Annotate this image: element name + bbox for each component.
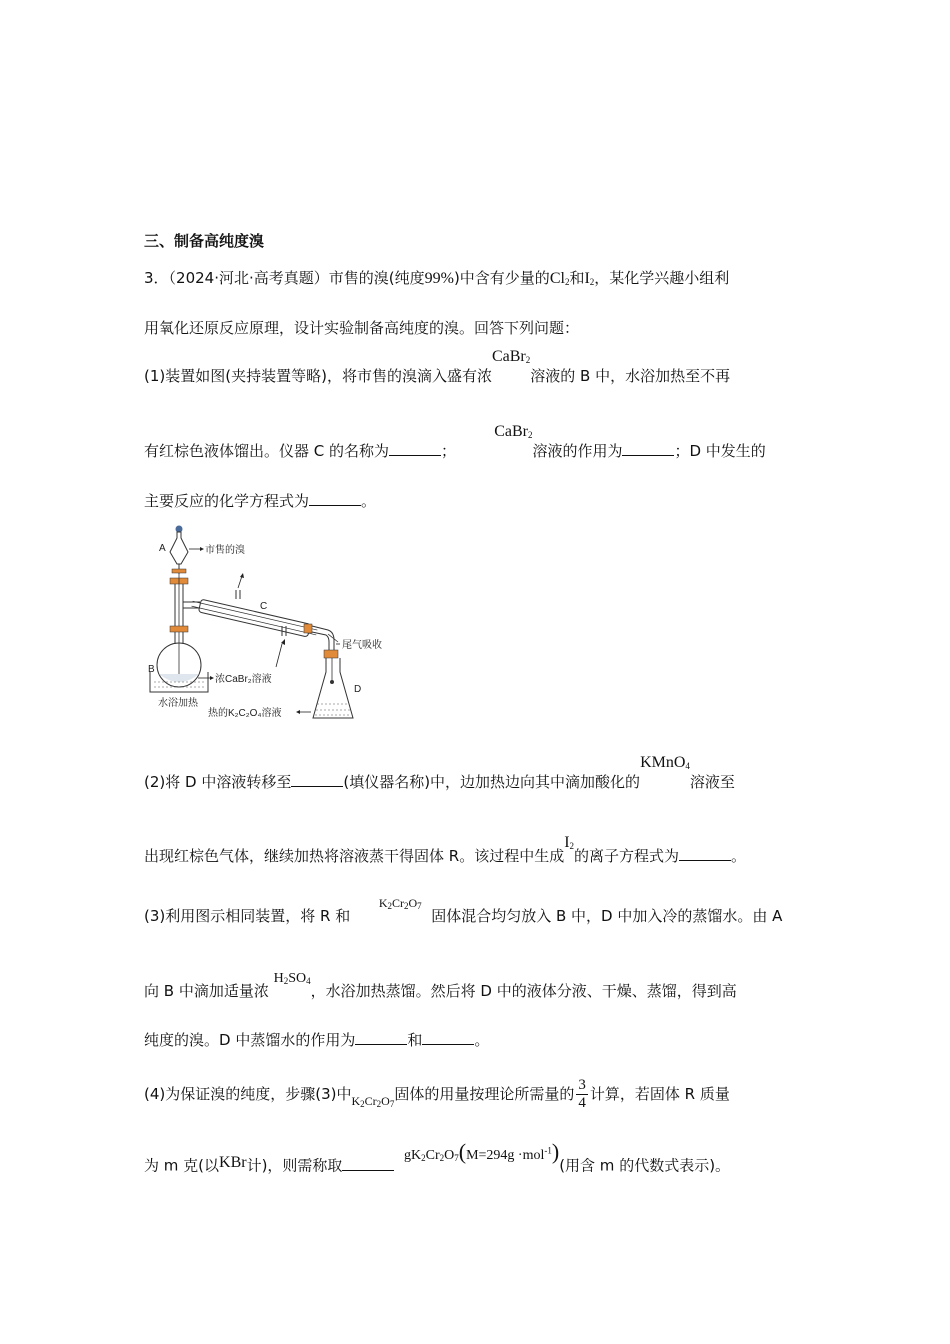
distillation-apparatus-figure [148,522,408,728]
section-heading: 三、制备高纯度溴 [144,232,265,250]
part3-line3: 纯度的溴。D 中蒸馏水的作用为 和 。 [144,1031,490,1049]
fraction-three-quarters: $\frac{3}{4}$ [578,1077,586,1111]
part1-line2: 有红棕色液体馏出。仪器 C 的名称为 ； CaBr$_2$溶液的作用为 ；D 中发生的 [144,423,766,460]
answer-blank[interactable] [291,772,343,787]
label-d: D [354,684,362,695]
answer-blank[interactable] [622,441,674,456]
formula-h2so4: $H_2SO_4$ [273,971,311,986]
formula-kmno4: KMnO$_4$ [640,754,690,771]
label-b: B [148,664,155,675]
formula-i2: $I_2$ [584,270,595,287]
purity-value: 99% [424,270,454,287]
funnel-stopper [176,526,183,533]
answer-blank[interactable] [355,1030,407,1045]
formula-kbr: KBr [219,1153,247,1171]
question-number: 3． [144,269,169,287]
answer-blank[interactable] [389,441,441,456]
question-intro-line1: 3．（2024·河北·高考真题）市售的溴(纯度99%)中含有少量的$Cl_2$和$I_2$，某化学兴趣小组利 [144,268,729,292]
part3-line1: (3)利用图示相同装置，将 R 和 $^{K_2Cr_2O_7}$ 固体混合均匀放入 B 中，D 中加入冷的蒸馏水。由 A [144,896,783,925]
answer-blank[interactable] [679,846,731,861]
answer-blank[interactable] [342,1156,394,1171]
formula-cl2: $Cl_2$ [549,270,570,287]
part2-line1: (2)将 D 中溶液转移至 (填仪器名称)中，边加热边向其中滴加酸化的KMnO$_4$溶液至 [144,754,735,791]
label-hot-k2c2o4: 热的K₂C₂O₄溶液 [208,708,282,719]
label-tail-gas: 尾气吸收 [342,640,382,651]
part1-line3: 主要反应的化学方程式为 。 [144,492,377,510]
part1-line1: (1)装置如图(夹持装置等略)，将市售的溴滴入盛有浓CaBr$_2$溶液的 B 中，水浴加热至不再 [144,348,731,385]
question-source: （2024·河北·高考真题） [168,269,329,287]
part4-line1: (4)为保证溴的纯度，步骤(3)中$_{K_2Cr_2O_7}$固体的用量按理论所需量的 $\frac{3}{4}$ 计算，若固体 R 质量 [144,1077,730,1111]
label-market-bromine: 市售的溴 [205,545,245,556]
funnel-stopcock [172,569,186,573]
separatory-funnel [170,532,188,564]
formula-cabr2: CaBr$_2$ [494,423,533,440]
label-water-bath: 水浴加热 [158,698,198,709]
part3-line2: 向 B 中滴加适量浓 $H_2SO_4$，水浴加热蒸馏。然后将 D 中的液体分液、干燥、蒸馏，得到高 [144,971,737,1000]
answer-blank[interactable] [309,491,361,506]
part4-line2: 为 m 克(以KBr计)，则需称取 $gK_2Cr_2O_7(M=294g \cdot mol^{-1})$(用含 m 的代数式表示)。 [144,1138,731,1175]
label-conc-cabr2: 浓CaBr₂溶液 [215,674,272,685]
conical-flask-d [313,658,353,718]
formula-i2: $I_2$ [564,834,575,851]
formula-cabr2: CaBr$_2$ [491,348,531,365]
label-a: A [159,543,166,554]
part2-line2: 出现红棕色气体，继续加热将溶液蒸干得固体 R。该过程中生成$I_2$的离子方程式为 。 [144,834,747,865]
label-c: C [260,601,268,612]
formula-k2cr2o7: K2Cr2O7 [351,1094,395,1109]
question-intro-line2: 用氧化还原反应原理，设计实验制备高纯度的溴。回答下列问题： [144,319,580,337]
molar-mass: (M=294g ·mol$^{-1}$) [458,1138,560,1164]
formula-k2cr2o7: K2Cr2O7 [378,896,422,911]
answer-blank[interactable] [422,1030,474,1045]
formula-g-k2cr2o7: $gK_2Cr_2O_7$ [403,1147,459,1163]
condenser-c [191,597,319,638]
